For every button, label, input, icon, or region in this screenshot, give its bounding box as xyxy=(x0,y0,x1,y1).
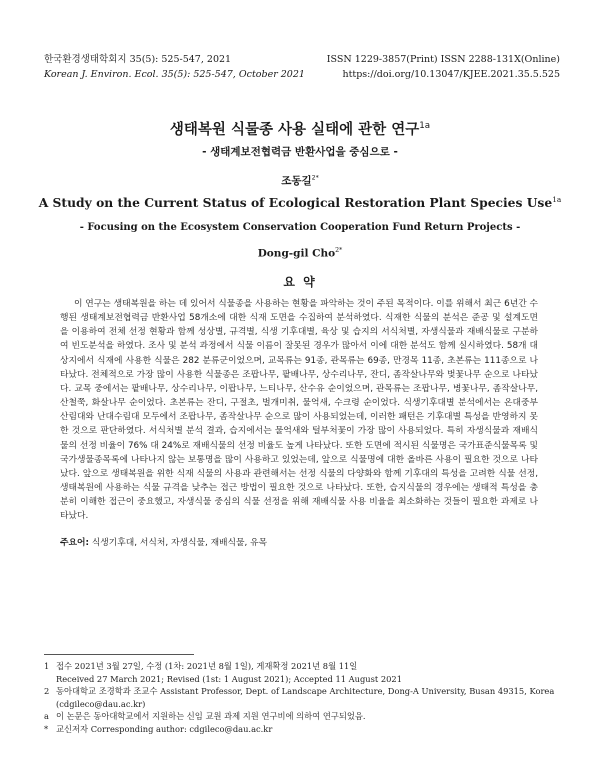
issn-header xyxy=(327,52,560,82)
author-en: Dong-gil Cho$^{2*}$ xyxy=(257,247,343,260)
footnote: 1 접수 2021년 3월 27일, 수정 (1차: 2021년 8월 1일), 게재확정 2021년 8월 11일 xyxy=(44,661,358,671)
journal-name-kr: 한국환경생태학회지 35(5): 525-547, 2021 xyxy=(44,54,232,65)
title-en: A Study on the Current Status of Ecological Restoration Plant Species Use$^{1a}$ xyxy=(38,195,562,211)
footnote: Received 27 March 2021; Revised (1st: 1 August 2021); Accepted 11 August 2021 xyxy=(56,673,402,684)
journal-name-en: Korean J. Environ. Ecol. 35(5): 525-547, October 2021 xyxy=(44,69,305,80)
abstract-heading: 요 약 xyxy=(283,275,317,289)
keywords-label: 주요어: xyxy=(60,538,90,548)
author-kr-sup: 2* xyxy=(311,174,319,182)
journal-header xyxy=(44,52,305,82)
title-kr: 생태복원 식물종 사용 실태에 관한 연구$^{1a}$ xyxy=(169,121,431,138)
keywords xyxy=(60,535,267,548)
subtitle-kr: - 생태계보전협력금 반환사업을 중심으로 - xyxy=(202,146,398,158)
keywords-text: 식생기후대, 서식처, 자생식물, 재배식물, 유목 xyxy=(91,538,268,548)
doi-link[interactable]: https://doi.org/10.13047/KJEE.2021.35.5.525 xyxy=(342,69,560,80)
footnote: 2 동아대학교 조경학과 조교수 Assistant Professor, Dept. of Landscape Architecture, Dong-A University, Busan 49315, Korea (cdgileco@dau.ac.kr) xyxy=(44,686,555,709)
footnote-divider xyxy=(44,654,194,655)
subtitle-en: - Focusing on the Ecosystem Conservation Cooperation Fund Return Projects - xyxy=(79,222,521,233)
footnote: * 교신저자 Corresponding author: cdgileco@dau.ac.kr xyxy=(44,723,273,734)
author-en-sup: 2* xyxy=(335,247,343,254)
abstract-body: 이 연구는 생태복원을 하는 데 있어서 식물종을 사용하는 현황을 파악하는 것이 주된 목적이다. 이를 위해서 최근 6년간 수행된 생태계보전협력금 반환사업 58개소에 대한 식재 도면을 수집하여 분석하였다. 식재한 식물의 분석은 준공 및 설계도면을 이용하여 전체 선정 현황과 함께 성상별, 규격별, 식생 기후대별, 육상 및 습지의 서식처별, 자생식물과 재배식물로 구분하여 빈도분석을 하였다. 조사 및 분석 과정에서 식물 이름이 잘못된 경우가 많아서 이에 대한 분석도 함께 실시하였다. 58개 대상지에서 식재에 사용한 식물은 282 분류군이었으며, 교목류는 91종, 관목류는 69종, 만경목 11종, 초본류는 111종으로 나타났다. 전체적으로 가장 많이 사용한 식물종은 조팝나무, 팥배나무, 상수리나무, 잔디, 좀작살나무와 벚꽃나무 순으로 나타났다. 교목 중에서는 팥배나무, 상수리나무, 이팝나무, 느티나무, 산수유 순이었으며, 관목류는 조팝나무, 병꽃나무, 좀작살나무, 산철쭉, 화살나무 순이었다. 초본류는 잔디, 구절초, 벌개미취, 물억새, 수크령 순이었다. 식생기후대별 분석에서는 온대중부산림대와 난대수림대 모두에서 조팝나무, 좀작살나무 순으로 많이 사용되었는데, 이러한 패턴은 기후대별 특성을 반영하지 못한 것으로 판단하였다. 서식처별 분석 결과, 습지에서는 물억새와 털부처꽃이 가장 많이 사용되었다. 특히 자생식물과 재배식물의 선정 비율이 76% 대 24%로 재배식물의 선정 비율도 높게 나타났다. 또한 도면에 적시된 식물명은 국가표준식물목록 및 국가생물종목록에 나타나지 않는 보통명을 많이 사용하고 있었는데, 앞으로 식물명에 대한 올바른 사용이 필요한 것으로 나타났다. 앞으로 생태복원을 위한 식재 식물의 사용과 관련해서는 선정 식물의 다양화와 함께 기후대의 특성을 고려한 식물 선정, 생태복원에 사용하는 식물 규격을 낮추는 접근 방법이 필요한 것으로 나타났다. 또한, 습지식물의 경우에는 생태적 특성을 충분히 이해한 접근이 중요했고, 자생식물 중심의 식물 선정을 위해 재배식물 사용 비율을 최소화하는 것들이 필요한 과제로 나타났다. xyxy=(60,299,538,522)
author-kr: 조동길$^{2*}$ xyxy=(281,174,319,187)
footnote: a 이 논문은 동아대학교에서 지원하는 신임 교원 과제 지원 연구비에 의하여 연구되었음. xyxy=(44,711,366,722)
title-en-sup: 1a xyxy=(552,195,562,204)
issn: ISSN 1229-3857(Print) ISSN 2288-131X(Online) xyxy=(326,54,560,65)
title-kr-sup: 1a xyxy=(419,121,431,132)
footnotes xyxy=(44,660,558,736)
